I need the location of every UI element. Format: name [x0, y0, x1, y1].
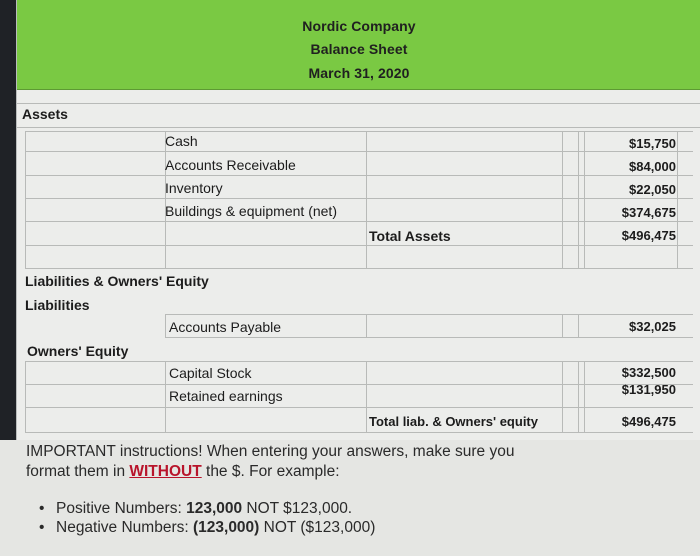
bullet-1-suffix: NOT $123,000. [242, 500, 353, 517]
grid-line [165, 314, 693, 315]
equity-value-capital: $332,500 [621, 365, 676, 380]
bullet-1-prefix: Positive Numbers: [56, 500, 187, 517]
statement-date: March 31, 2020 [308, 65, 410, 81]
equity-label-capital: Capital Stock [169, 365, 252, 381]
bullet-2-example: (123,000) [192, 519, 260, 536]
statement-title: Balance Sheet [310, 41, 408, 57]
grid-line [25, 175, 693, 176]
grid-line [165, 314, 166, 337]
asset-label-inventory: Inventory [165, 180, 223, 196]
grid-line [25, 131, 26, 268]
total-liab-equity-label: Total liab. & Owners' equity [369, 414, 538, 429]
company-name: Nordic Company [302, 18, 416, 34]
liab-value-ap: $32,025 [629, 319, 676, 334]
balance-sheet [16, 0, 700, 460]
grid-line [165, 131, 166, 268]
without-emphasis: WITHOUT [129, 463, 202, 480]
grid-line [25, 268, 693, 269]
grid-line [578, 131, 579, 268]
total-assets-value: $496,475 [621, 228, 676, 243]
instructions-line-2 [26, 463, 340, 481]
bullet-1-example: 123,000 [186, 500, 243, 517]
grid-line [578, 361, 579, 432]
grid-line [25, 221, 693, 222]
grid-line [25, 131, 693, 132]
grid-line [25, 432, 693, 433]
grid-line [25, 151, 693, 152]
grid-line [562, 361, 563, 432]
bullet-icon: • [39, 500, 45, 517]
liabilities-heading: Liabilities [25, 297, 90, 313]
asset-label-buildings: Buildings & equipment (net) [165, 203, 337, 219]
grid-line [25, 361, 693, 362]
liab-equity-heading: Liabilities & Owners' Equity [25, 273, 209, 289]
asset-value-cash: $15,750 [629, 136, 676, 151]
bullet-2-prefix: Negative Numbers: [56, 519, 193, 536]
grid-line [25, 407, 693, 408]
instructions-format-suffix: the $. For example: [201, 463, 340, 480]
grid-line [562, 314, 563, 337]
bullet-icon: • [39, 519, 45, 536]
grid-line [25, 245, 693, 246]
total-liab-equity-value: $496,475 [621, 414, 676, 429]
list-item [39, 500, 353, 518]
grid-line [17, 103, 700, 104]
total-assets-label: Total Assets [369, 228, 451, 244]
instructions-line-1: IMPORTANT instructions! When entering your answers, make sure you [26, 443, 515, 460]
equity-heading: Owners' Equity [27, 343, 129, 359]
grid-line [677, 131, 678, 268]
instructions-panel [0, 440, 700, 556]
asset-label-cash: Cash [165, 133, 198, 149]
grid-line [366, 314, 367, 337]
grid-line [165, 361, 166, 432]
equity-value-retained: $131,950 [621, 382, 676, 397]
grid-line [17, 127, 700, 128]
equity-label-retained: Retained earnings [169, 388, 283, 404]
assets-heading: Assets [22, 106, 68, 122]
grid-line [366, 361, 367, 432]
asset-value-ar: $84,000 [629, 159, 676, 174]
grid-line [578, 314, 579, 337]
sheet-header [17, 0, 700, 90]
grid-line [25, 361, 26, 432]
asset-label-ar: Accounts Receivable [165, 157, 296, 173]
grid-line [366, 131, 367, 268]
bullet-2-suffix: NOT ($123,000) [259, 519, 376, 536]
instructions-format-prefix: format them in [26, 463, 130, 480]
liab-label-ap: Accounts Payable [169, 319, 282, 335]
grid-line [165, 337, 693, 338]
list-item [39, 519, 376, 537]
asset-value-inventory: $22,050 [629, 182, 676, 197]
grid-line [584, 131, 585, 268]
grid-line [25, 198, 693, 199]
asset-value-buildings: $374,675 [621, 205, 676, 220]
grid-line [562, 131, 563, 268]
